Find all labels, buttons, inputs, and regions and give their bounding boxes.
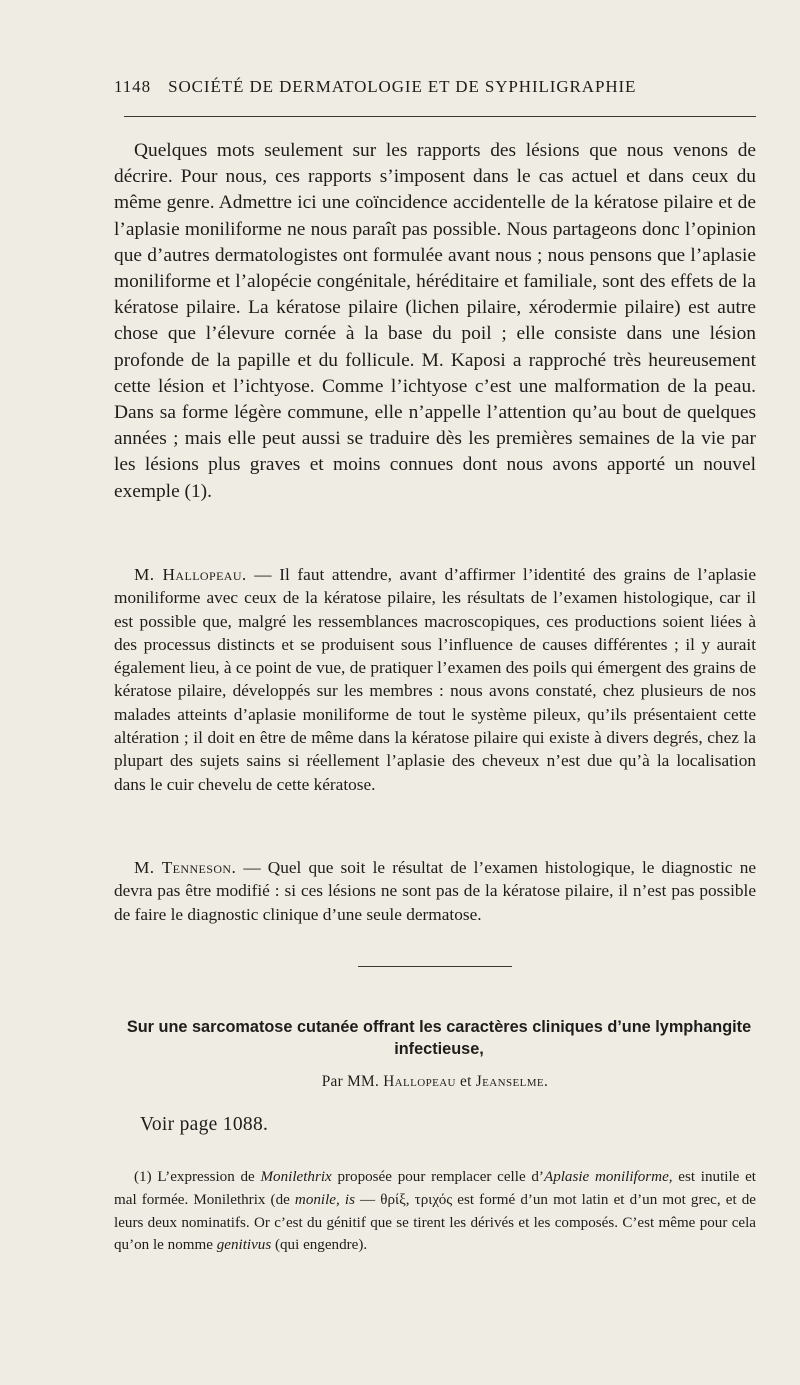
footnote-text: (1) L’expression de [134,1169,261,1185]
footnote-italic: genitivus [216,1237,272,1254]
footnote-italic: Aplasie moniliforme, [543,1169,673,1185]
article-authors [114,1073,756,1091]
footnote-text: — θρίξ, τριχός est formé d’un mot latin et d’un mot grec, et de leurs deux nominatifs. Or c’est du génitif que se tirent les dérivés et les composés. C’est même pour cela qu’on le nomme [114,1191,756,1254]
authors-prefix: Par MM. [321,1073,384,1090]
footnote-italic: Monilethrix [260,1169,332,1185]
header-rule [124,116,756,117]
paragraph-hallopeau [114,563,756,796]
footnote-text: (qui engendre). [271,1237,368,1254]
section-divider [358,966,512,967]
speaker-name: M. Hallopeau. [134,565,247,584]
article-title: Sur une sarcomatose cutanée offrant les caractères cliniques d’une lymphangite infectieuse, [126,1018,752,1058]
footnote-text: est inutile et mal formée. Monilethrix (de [114,1169,756,1208]
author-name: Jeanselme. [475,1073,549,1090]
paragraph-intro: Quelques mots seulement sur les rapports des lésions que nous venons de décrire. Pour nous, ces rapports s’imposent dans le cas actuel et dans ceux du même genre. Admettre ici une coïncidence accidentelle de la kératose pilaire et de l’aplasie moniliforme ne nous paraît pas possible. Nous partageons donc l’opinion que d’autres dermatologistes ont formulée avant nous ; nous pensons que l’aplasie moniliforme et l’alopécie congénitale, héréditaire et familiale, sont des effets de la kératose pilaire. La kératose pilaire (lichen pilaire, xérodermie pilaire) est autre chose que l’élevure cornée à la base du poil ; elle consiste dans une lésion profonde de la papille et du follicule. M. Kaposi a rapproché très heureusement cette lésion et l’ichtyose. Comme l’ichtyose c’est une malformation de la peau. Dans sa forme légère commune, elle n’appelle l’attention qu’au bout de quelques années ; mais elle peut aussi se traduire dès les premières semaines de la vie par les lésions plus graves et moins connues dont nous avons apporté un nouvel exemple (1). [114,140,756,502]
paragraph-text: — Il faut attendre, avant d’affirmer l’identité des grains de l’aplasie moniliforme avec ceux de la kératose pilaire, les résultats de l’examen histologique, car il est possible que, malgré les ressemblances macroscopiques, ces productions soient liées à des processus distincts et se produisent sous l’influence de causes différentes ; il y aurait également lieu, à ce point de vue, de pratiquer l’examen des poils qui émergent des grains de kératose pilaire, développés sur les membres : nous avons constaté, chez plusieurs de nos malades atteints d’aplasie moniliforme de tout le système pileux, qu’ils présentaient cette altération ; il doit en être de même dans la kératose pilaire qui existe à divers degrés, chez la plupart des sujets sains si réellement l’aplasie des cheveux n’est due qu’à la localisation dans le cuir chevelu de cette kératose. [114,565,756,794]
footnote-text: proposée pour remplacer celle d’ [331,1169,544,1185]
speaker-name: M. Tenneson. [134,858,237,877]
authors-join: et [455,1073,476,1090]
page-number: 1148 [114,77,151,96]
author-name: Hallopeau [383,1073,456,1090]
paragraph-tenneson [114,856,756,926]
paragraph-text: — Quel que soit le résultat de l’examen histologique, le diagnostic ne devra pas être modifié : si ces lésions ne sont pas de la kératose pilaire, il n’est pas possible de faire le diagnostic clinique d’une seule dermatose. [114,858,757,924]
see-page-reference: Voir page 1088. [140,1114,269,1135]
footnote-italic: monile, is [294,1191,355,1208]
running-header [114,77,756,97]
running-title: SOCIÉTÉ DE DERMATOLOGIE ET DE SYPHILIGRAPHIE [168,77,637,96]
footnote [114,1166,756,1257]
